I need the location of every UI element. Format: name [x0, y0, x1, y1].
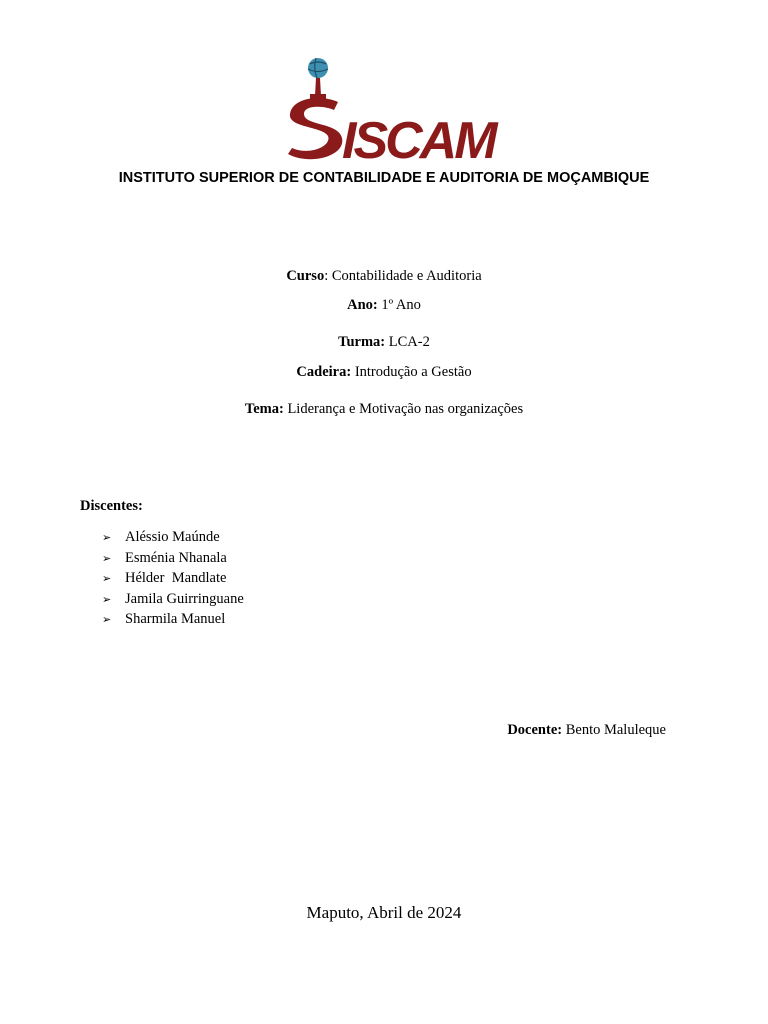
student-name: Sharmila Manuel [125, 611, 226, 627]
iscam-logo [280, 56, 495, 170]
arrow-bullet-icon: ➢ [102, 592, 112, 606]
list-item [102, 590, 244, 611]
year-label: Ano: [347, 297, 378, 313]
place-date: Maputo, Abril de 2024 [306, 903, 462, 922]
list-item [102, 610, 244, 631]
subject-label: Cadeira: [296, 364, 352, 380]
students-title: Discentes: [80, 498, 143, 514]
teacher-label: Docente: [507, 722, 563, 738]
arrow-bullet-icon: ➢ [102, 613, 112, 626]
svg-text:ISCAM: ISCAM [342, 112, 495, 170]
teacher-line [507, 722, 666, 739]
course-line [0, 268, 768, 285]
list-item [102, 569, 244, 590]
theme-line [0, 401, 768, 418]
year-value: 1º Ano [377, 297, 421, 313]
arrow-bullet-icon: ➢ [102, 572, 112, 585]
subject-value: Introdução a Gestão [351, 364, 472, 380]
list-item [102, 549, 244, 570]
student-name: Aléssio Maúnde [125, 529, 220, 545]
arrow-bullet-icon: ➢ [102, 551, 112, 565]
theme-value: Liderança e Motivação nas organizações [283, 401, 524, 417]
student-name: Jamila Guirringuane [125, 590, 244, 607]
theme-label: Tema: [244, 401, 284, 417]
students-list [102, 528, 244, 631]
year-line [0, 297, 768, 314]
course-label: Curso [286, 268, 325, 284]
subject-line [0, 364, 768, 381]
class-label: Turma: [338, 334, 386, 350]
student-name: Hélder Mandlate [125, 570, 227, 586]
institution-name: INSTITUTO SUPERIOR DE CONTABILIDADE E AUDITORIA DE MOÇAMBIQUE [118, 170, 650, 186]
list-item [102, 528, 244, 549]
globe-icon [308, 58, 328, 78]
course-value: : Contabilidade e Auditoria [324, 268, 482, 284]
class-line [0, 334, 768, 351]
class-value: LCA-2 [385, 334, 430, 350]
student-name: Esménia Nhanala [125, 549, 227, 566]
arrow-bullet-icon: ➢ [102, 531, 112, 544]
teacher-value: Bento Maluleque [562, 722, 666, 738]
